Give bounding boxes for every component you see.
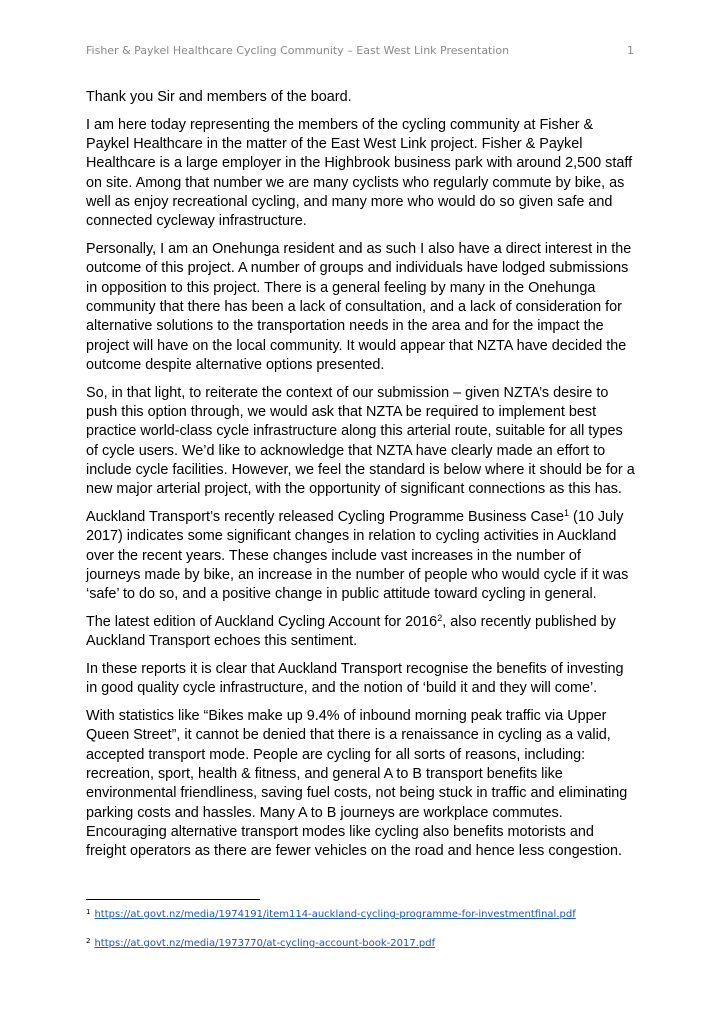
paragraph-cycling-account-text-a: The latest edition of Auckland Cycling Account for 2016	[86, 613, 438, 630]
footnote-2-link[interactable]: https://at.govt.nz/media/1973770/at-cycling-account-book-2017.pdf	[94, 938, 436, 949]
paragraph-introduction: I am here today representing the members of the cycling community at Fisher & Paykel Healthcare in the matter of the East West Link project. Fisher & Paykel Healthcare is a large employer in the Highbrook business park with around 2,500 staff on site. Among that number we are many cyclists who regularly commute by bike, as well as enjoy recreational cycling, and many more who would do so given safe and connected cycleway infrastructure.	[86, 116, 633, 230]
footnote-2-number: 2	[86, 937, 91, 945]
footnote-2	[86, 938, 435, 949]
footnote-1-number: 1	[86, 908, 91, 916]
paragraph-business-case-text-b: (10 July 2017) indicates some significant changes in relation to cycling activities in Auckland over the recent years. These changes include vast increases in the number of journeys made by bike, an increase in the number of people who would cycle if it was ‘safe’ to do so, and a positive change in public attitude toward cycling in general.	[86, 508, 629, 603]
document-body	[86, 88, 636, 870]
paragraph-cycling-account-text-b: , also recently published by Auckland Transport echoes this sentiment.	[86, 613, 616, 650]
footnote-ref-2[interactable]: 2	[437, 612, 443, 623]
paragraph-submission-context: So, in that light, to reiterate the context of our submission – given NZTA’s desire to push this option through, we would ask that NZTA be required to implement best practice world-class cycle infrastructure along this arterial route, suitable for all types of cycle users. We’d like to acknowledge that NZTA have clearly made an effort to include cycle facilities. However, we feel the standard is below where it should be for a new major arterial project, with the opportunity of significant connections as this has.	[86, 384, 635, 498]
paragraph-business-case-text-a: Auckland Transport’s recently released Cycling Programme Business Case	[86, 508, 565, 525]
footnote-1	[86, 909, 576, 920]
header-title: Fisher & Paykel Healthcare Cycling Community – East West Link Presentation	[86, 44, 510, 57]
footnote-ref-1[interactable]: 1	[564, 507, 570, 518]
paragraph-personal-interest: Personally, I am an Onehunga resident and as such I also have a direct interest in the outcome of this project. A number of groups and individuals have lodged submissions in opposition to this project. There is a general feeling by many in the Onehunga community that there has been a lack of consultation, and a lack of consideration for alternative solutions to the transportation needs in the area and for the impact the project will have on the local community. It would appear that NZTA have decided the outcome despite alternative options presented.	[86, 241, 632, 373]
paragraph-business-case	[86, 508, 636, 604]
paragraph-greeting: Thank you Sir and members of the board.	[86, 89, 352, 105]
page-number: 1	[627, 44, 634, 57]
paragraph-statistics: With statistics like “Bikes make up 9.4% of inbound morning peak traffic via Upper Queen Street”, it cannot be denied that there is a renaissance in cycling as a valid, accepted transport mode. People are cycling for all sorts of reasons, including: recreation, sport, health & fitness, and general A to B transport benefits like environmental friendliness, saving fuel costs, not being stuck in traffic and eliminating parking costs and hassles. Many A to B journeys are workplace commutes. Encouraging alternative transport modes like cycling also benefits motorists and freight operators as there are fewer vehicles on the road and hence less congestion.	[86, 708, 628, 860]
footnote-1-link[interactable]: https://at.govt.nz/media/1974191/item114-auckland-cycling-programme-for-investmentfinal.pdf	[94, 909, 576, 920]
paragraph-cycling-account	[86, 613, 636, 652]
paragraph-reports: In these reports it is clear that Auckland Transport recognise the benefits of investing in good quality cycle infrastructure, and the notion of ‘build it and they will come’.	[86, 661, 624, 697]
footnote-separator	[86, 899, 260, 900]
